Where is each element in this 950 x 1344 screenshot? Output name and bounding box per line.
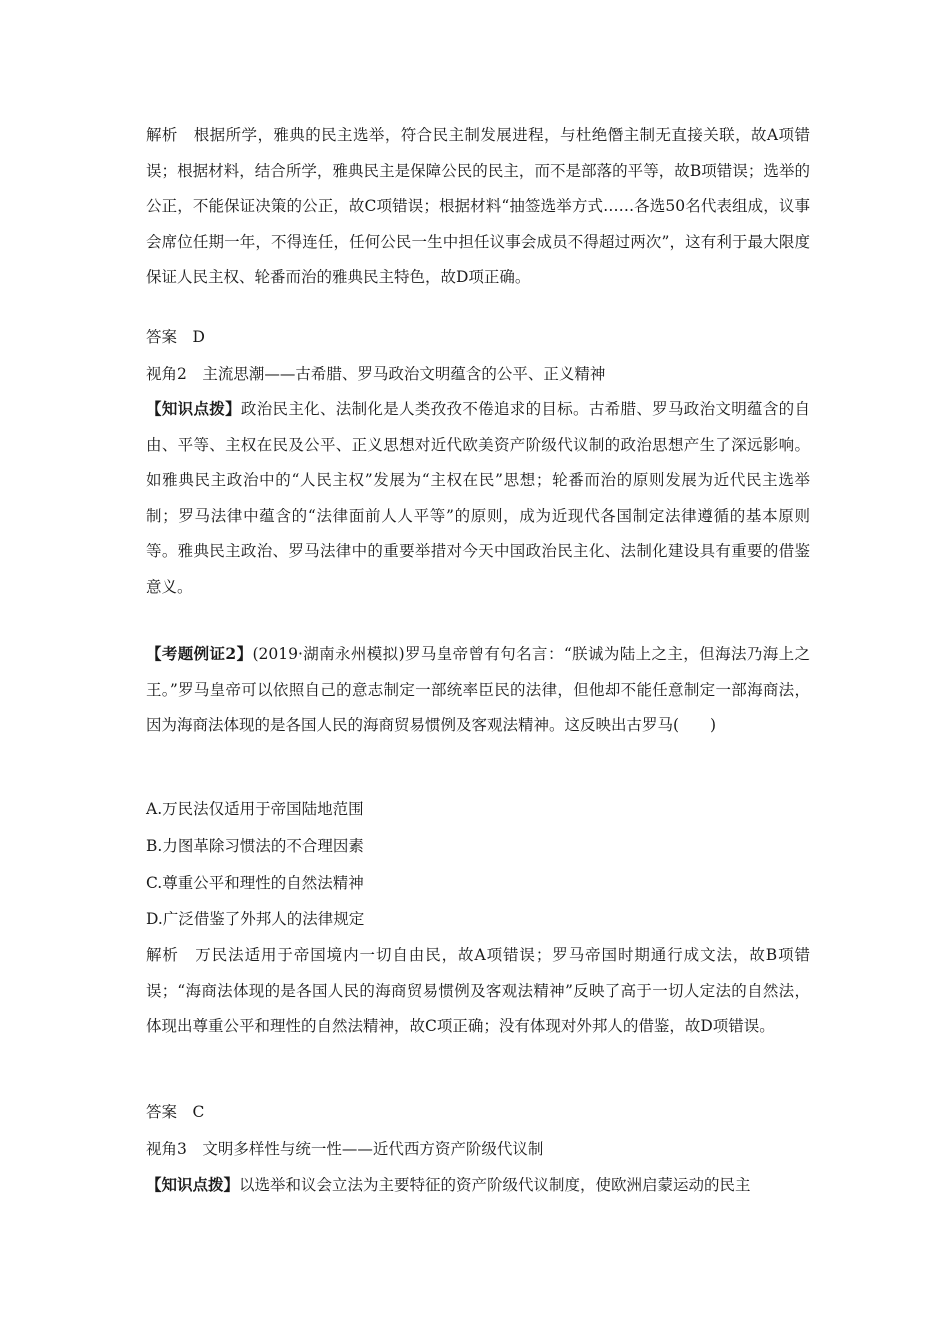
answer-line-2 — [146, 1102, 810, 1122]
view-title: 文明多样性与统一性——近代西方资产阶级代议制 — [202, 1140, 544, 1158]
option-b: B.力图革除习惯法的不合理因素 — [146, 837, 364, 855]
view-label: 视角3 — [146, 1140, 187, 1158]
knowledge-text: 政治民主化、法制化是人类孜孜不倦追求的目标。古希腊、罗马政治文明蕴含的自由、平等、主权在民及公平、正义思想对近代欧美资产阶级代议制的政治思想产生了深远影响。如雅典民主政治中的“人民主权”发展为“主权在民”思想；轮番而治的原则发展为近代民主选举制；罗马法律中蕴含的“法律面前人人平等”的原则，成为近现代各国制定法律遵循的基本原则等。雅典民主政治、罗马法律中的重要举措对今天中国政治民主化、法制化建设具有重要的借鉴意义。 — [146, 400, 810, 596]
example-text: (2019·湖南永州模拟)罗马皇帝曾有句名言：“朕诚为陆上之主，但海法乃海上之王。”罗马皇帝可以依照自己的意志制定一部统率臣民的法律，但他却不能任意制定一部海商法，因为海商法体现的是各国人民的海商贸易惯例及客观法精神。这反映出古罗马( ) — [146, 645, 810, 734]
view-heading-2 — [146, 364, 810, 384]
view-label: 视角2 — [146, 365, 187, 383]
answer-value: C — [192, 1103, 205, 1121]
example-label: 【考题例证2】 — [146, 644, 253, 663]
answer-line-1 — [146, 327, 810, 347]
analysis-label: 解析 — [146, 126, 178, 144]
analysis-text: 根据所学，雅典的民主选举，符合民主制发展进程，与杜绝僭主制无直接关联，故A项错误；根据材料，结合所学，雅典民主是保障公民的民主，而不是部落的平等，故B项错误；选举的公正，不能保证决策的公正，故C项错误；根据材料“抽签选举方式……各选50名代表组成，议事会席位任期一年，不得连任，任何公民一生中担任议事会成员不得超过两次”，这有利于最大限度保证人民主权、轮番而治的雅典民主特色，故D项正确。 — [146, 126, 810, 286]
knowledge-paragraph-3 — [146, 1175, 810, 1195]
answer-label: 答案 — [146, 328, 178, 346]
knowledge-paragraph-2 — [146, 391, 810, 605]
view-heading-3 — [146, 1139, 810, 1159]
view-title: 主流思潮——古希腊、罗马政治文明蕴含的公平、正义精神 — [202, 365, 606, 383]
analysis-paragraph-1 — [146, 118, 810, 296]
analysis-text: 万民法适用于帝国境内一切自由民，故A项错误；罗马帝国时期通行成文法，故B项错误；“海商法体现的是各国人民的海商贸易惯例及客观法精神”反映了高于一切人定法的自然法，体现出尊重公平和理性的自然法精神，故C项正确；没有体现对外邦人的借鉴，故D项错误。 — [146, 946, 810, 1035]
option-a: A.万民法仅适用于帝国陆地范围 — [146, 800, 364, 818]
example-paragraph-2 — [146, 636, 810, 744]
option-d: D.广泛借鉴了外邦人的法律规定 — [146, 910, 365, 928]
knowledge-label: 【知识点拨】 — [146, 399, 241, 418]
knowledge-text: 以选举和议会立法为主要特征的资产阶级代议制度，使欧洲启蒙运动的民主 — [239, 1176, 751, 1194]
option-c: C.尊重公平和理性的自然法精神 — [146, 874, 364, 892]
answer-value: D — [192, 328, 205, 346]
answer-label: 答案 — [146, 1103, 178, 1121]
knowledge-label: 【知识点拨】 — [146, 1175, 240, 1194]
analysis-paragraph-2 — [146, 938, 810, 1045]
analysis-label: 解析 — [146, 946, 179, 964]
